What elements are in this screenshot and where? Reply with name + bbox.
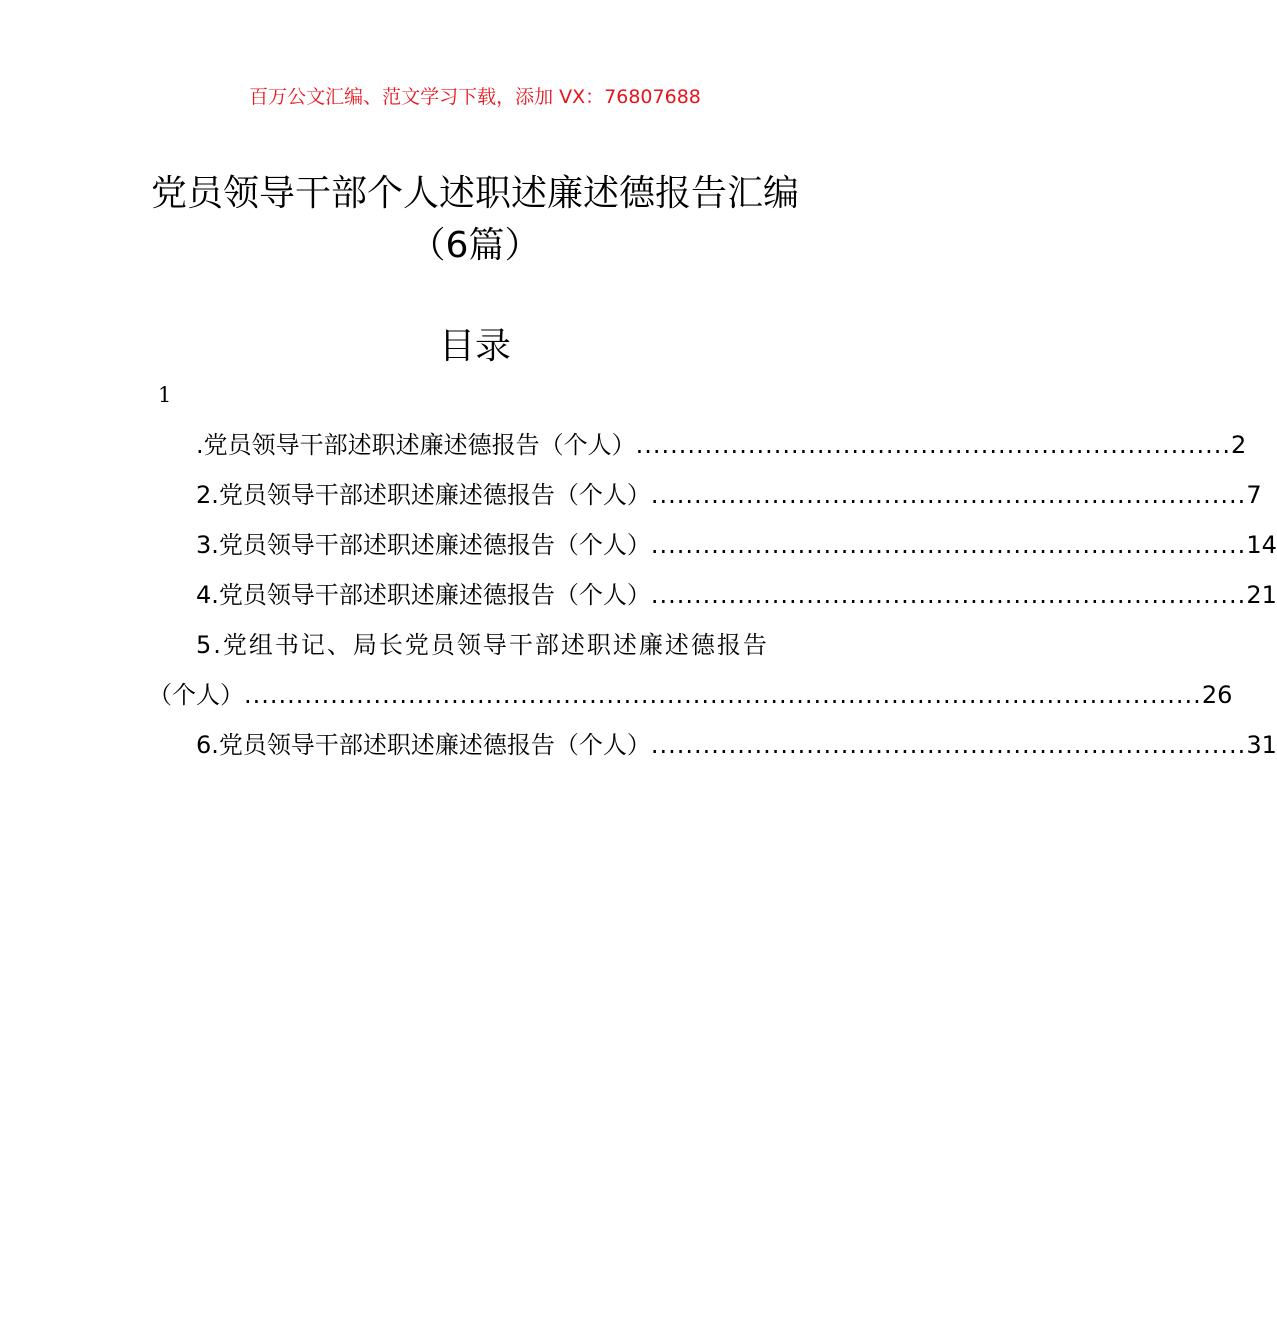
toc-leader-dots: ..................................................................... (650, 481, 1247, 509)
toc-leader-dots: ..................................................................... (650, 731, 1247, 759)
toc-entry-3[interactable] (148, 520, 1277, 570)
toc-entry-title: 3.党员领导干部述职述廉述德报告（个人） (196, 531, 651, 559)
toc-entry-5-continuation[interactable] (148, 670, 1233, 720)
document-title-line-1: 党员领导干部个人述职述廉述德报告汇编 (150, 173, 799, 214)
table-of-contents (148, 420, 1277, 770)
toc-entry-page: 31 (1246, 731, 1277, 759)
toc-entry-title-line-2: （个人） (148, 681, 244, 709)
toc-leader-dots: ..................................................................... (650, 581, 1247, 609)
header-banner: 百万公文汇编、范文学习下载，添加 VX：76807688 (249, 86, 701, 108)
toc-entry-page: 7 (1246, 481, 1262, 509)
toc-entry-title: 6.党员领导干部述职述廉述德报告（个人） (196, 731, 651, 759)
document-title-line-2: （6篇） (409, 225, 541, 266)
toc-leader-dots: ............................................................................................................... (244, 681, 1202, 709)
toc-entry-1[interactable] (148, 420, 1247, 470)
toc-entry-title: .党员领导干部述职述廉述德报告（个人） (196, 431, 636, 459)
toc-entry-page: 2 (1231, 431, 1247, 459)
toc-entry-title: 4.党员领导干部述职述廉述德报告（个人） (196, 581, 651, 609)
toc-entry-5[interactable] (148, 620, 805, 670)
toc-entry-title-line-1: 5.党组书记、局长党员领导干部述职述廉述德报告 (196, 631, 769, 659)
toc-leader-dots: ..................................................................... (650, 531, 1247, 559)
toc-heading: 目录 (438, 326, 511, 367)
toc-entry-4[interactable] (148, 570, 1277, 620)
toc-entry-2[interactable] (148, 470, 1262, 520)
toc-entry-6[interactable] (148, 720, 1277, 770)
stray-number: 1 (158, 383, 172, 407)
toc-entry-page: 26 (1201, 681, 1233, 709)
toc-entry-title: 2.党员领导干部述职述廉述德报告（个人） (196, 481, 651, 509)
toc-leader-dots: ..................................................................... (635, 431, 1232, 459)
toc-entry-page: 14 (1246, 531, 1277, 559)
toc-entry-page: 21 (1246, 581, 1277, 609)
document-title (0, 168, 950, 272)
